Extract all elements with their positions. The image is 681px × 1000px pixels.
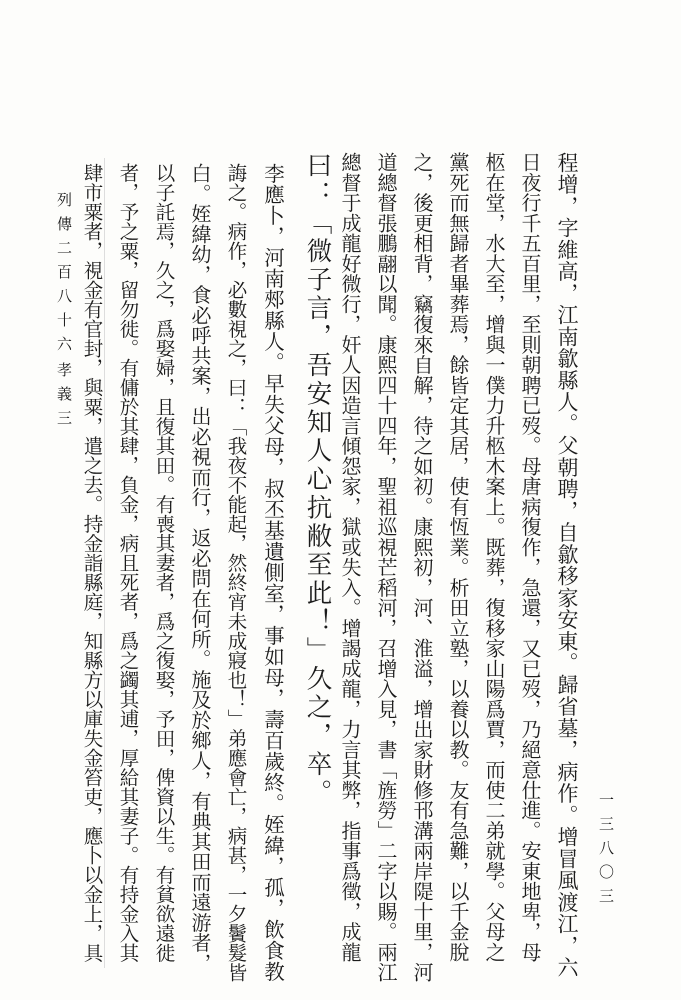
text-column: 總督于成龍好微行，奸人因造言傾怨家，獄或失入。增謁成龍，力言其弊，指事爲徵，成龍	[338, 152, 362, 962]
text-column: 道總督張鵬翮以聞。康熙四十四年，聖祖巡視芒稻河，召增入見，書「旌勞」二字以賜。兩江	[374, 152, 398, 983]
text-column: 之，後更相背，竊復來自解，待之如初。康熙初，河、淮溢，增出家財修邗溝兩岸隄十里，河	[410, 152, 434, 983]
text-column: 日夜行千五百里，至則朝聘已歿。母唐病復作，急還，又已歿，乃絕意仕進。安東地卑，母	[518, 152, 542, 962]
text-column: 誨之。病作，必數視之，曰：「我夜不能起，然終宵未成寢也！」弟應會亡，病甚，一夕鬢髮皆	[224, 163, 248, 982]
text-column: 李應卜，河南郟縣人。早失父母，叔丕基遺側室，事如母，壽百歲終。姪緯，孤，飲食教	[260, 163, 285, 982]
text-column: 肆市粟者，視金有官封，與粟，遣之去。持金詣縣庭，知縣方以庫失金笞吏，應卜以金上，具	[80, 163, 104, 963]
text-column: 曰：「微子言，吾安知人心抗敝至此！」久之，卒。	[302, 152, 333, 808]
column-rule	[104, 158, 105, 968]
page-number: 一三八〇三	[597, 792, 615, 912]
text-column: 程增，字維高，江南歙縣人。父朝聘，自歙移家安東。歸省墓，病作。增冒風渡江，六	[555, 152, 579, 979]
text-column: 柩在堂，水大至，增與一僕力升柩木案上。既葬，復移家山陽爲賈，而使二弟就學。父母之	[482, 152, 506, 962]
text-column: 黨死而無歸者畢葬焉，餘皆定其居，使有恆業。析田立塾，以養以教。友有急難，以千金脫	[446, 152, 470, 962]
text-column: 以子託焉，久之，爲娶婦，且復其田。有喪其妻者，爲之復娶，予田，俾資以生。有貧欲遠徙	[152, 163, 176, 963]
section-label: 孝義三	[55, 362, 73, 434]
chapter-label: 列傳二百八十六	[55, 192, 73, 360]
text-column: 者，予之粟，留勿徙。有傭於其肆，負金，病且死者，爲之蠲其逋，厚給其妻子。有持金入其	[116, 163, 140, 963]
text-column: 白。姪緯幼，食必呼共案，出必視而行，返必問在何所。施及於鄉人，有典其田而遠游者，	[188, 163, 212, 973]
